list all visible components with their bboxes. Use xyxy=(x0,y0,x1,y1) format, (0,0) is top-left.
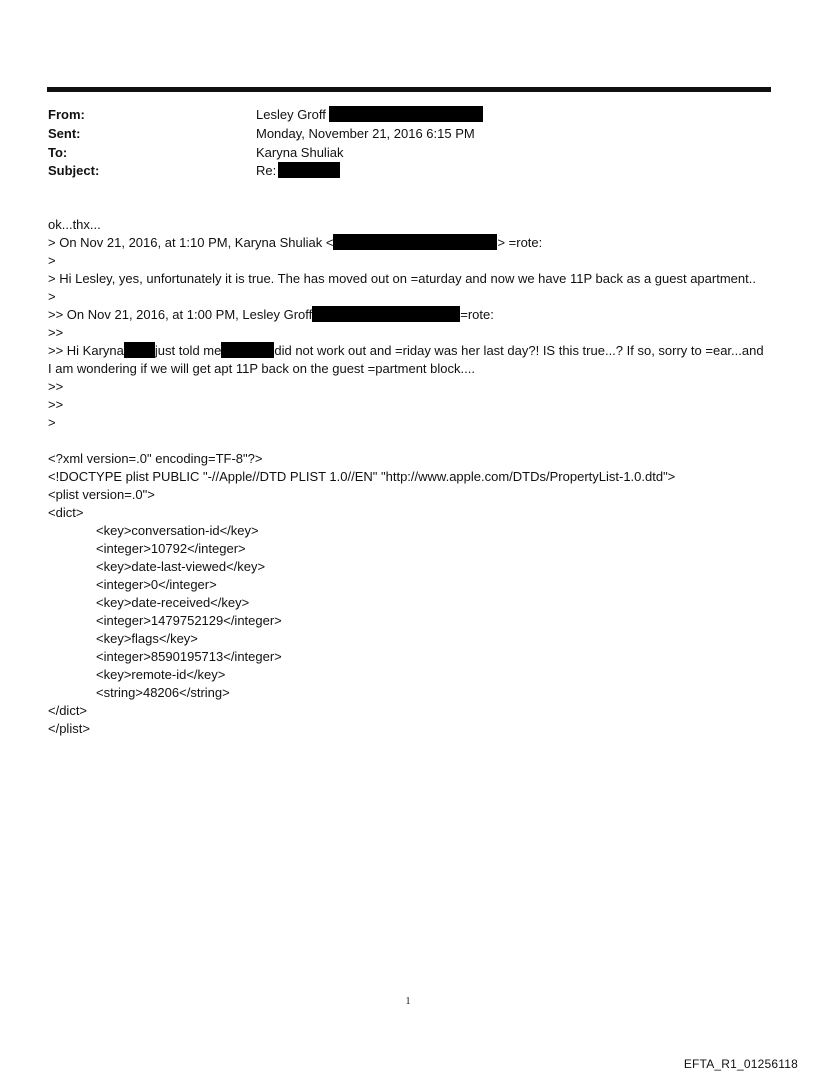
plist-line: <integer>10792</integer> xyxy=(96,541,246,556)
redaction-box xyxy=(221,342,274,358)
redaction-box xyxy=(124,342,155,358)
body-line: > xyxy=(48,289,56,304)
quote-text: >> On Nov 21, 2016, at 1:00 PM, Lesley Groff xyxy=(48,307,313,322)
plist-line: <?xml version=.0" encoding=TF-8"?> xyxy=(48,451,263,466)
document-id: EFTA_R1_01256118 xyxy=(683,1057,798,1071)
plist-line: <integer>8590195713</integer> xyxy=(96,649,282,664)
body-line: ok...thx... xyxy=(48,217,101,232)
quote-text: >> Hi Karyna xyxy=(48,343,124,358)
quote-text: > On Nov 21, 2016, at 1:10 PM, Karyna Shuliak < xyxy=(48,235,334,250)
body-line: > xyxy=(48,415,56,430)
from-label: From: xyxy=(48,107,85,122)
plist-line: <key>date-received</key> xyxy=(96,595,250,610)
quote-text: just told me xyxy=(154,343,222,358)
sent-value: Monday, November 21, 2016 6:15 PM xyxy=(256,126,475,141)
plist-line: <key>remote-id</key> xyxy=(96,667,226,682)
plist-line: </dict> xyxy=(48,703,88,718)
quote-text: =rote: xyxy=(460,307,494,322)
body-line xyxy=(48,306,768,324)
plist-line: <!DOCTYPE plist PUBLIC "-//Apple//DTD PLIST 1.0//EN" "http://www.apple.com/DTDs/PropertyList-1.0.dtd"> xyxy=(48,469,676,484)
redaction-box xyxy=(278,162,340,178)
plist-line: <key>date-last-viewed</key> xyxy=(96,559,266,574)
plist-line: <key>flags</key> xyxy=(96,631,198,646)
body-line: > Hi Lesley, yes, unfortunately it is true. The has moved out on =aturday and now we have 11P back as a guest apartment.. xyxy=(48,271,756,286)
quote-text: > =rote: xyxy=(497,235,543,250)
plist-line: </plist> xyxy=(48,721,90,736)
subject-text: Re: xyxy=(256,163,277,178)
plist-line: <string>48206</string> xyxy=(96,685,230,700)
body-line xyxy=(48,342,768,378)
redaction-box xyxy=(312,306,460,322)
redaction-box xyxy=(333,234,497,250)
subject-label: Subject: xyxy=(48,163,100,178)
blank-line xyxy=(48,432,768,450)
sent-label: Sent: xyxy=(48,126,81,141)
plist-line: <dict> xyxy=(48,505,84,520)
email-body xyxy=(48,216,768,738)
plist-line: <integer>0</integer> xyxy=(96,577,217,592)
plist-line: <key>conversation-id</key> xyxy=(96,523,259,538)
header-rule xyxy=(47,87,771,92)
from-value xyxy=(256,106,483,124)
body-line: >> xyxy=(48,397,64,412)
subject-value xyxy=(256,162,340,180)
plist-line: <plist version=.0"> xyxy=(48,487,155,502)
body-line: > xyxy=(48,253,56,268)
page-number: 1 xyxy=(405,996,411,1007)
from-name: Lesley Groff xyxy=(256,107,326,122)
body-line: >> xyxy=(48,325,64,340)
plist-line: <integer>1479752129</integer> xyxy=(96,613,282,628)
redaction-box xyxy=(329,106,483,122)
body-line xyxy=(48,234,768,252)
to-value: Karyna Shuliak xyxy=(256,145,344,160)
to-label: To: xyxy=(48,145,68,160)
quote-text: did not work out and =riday was her last day?! IS this true...? If so, sorry to =ear...and I am wondering if we will get apt 11P back on the guest =partment block.... xyxy=(48,343,764,376)
body-line: >> xyxy=(48,379,64,394)
